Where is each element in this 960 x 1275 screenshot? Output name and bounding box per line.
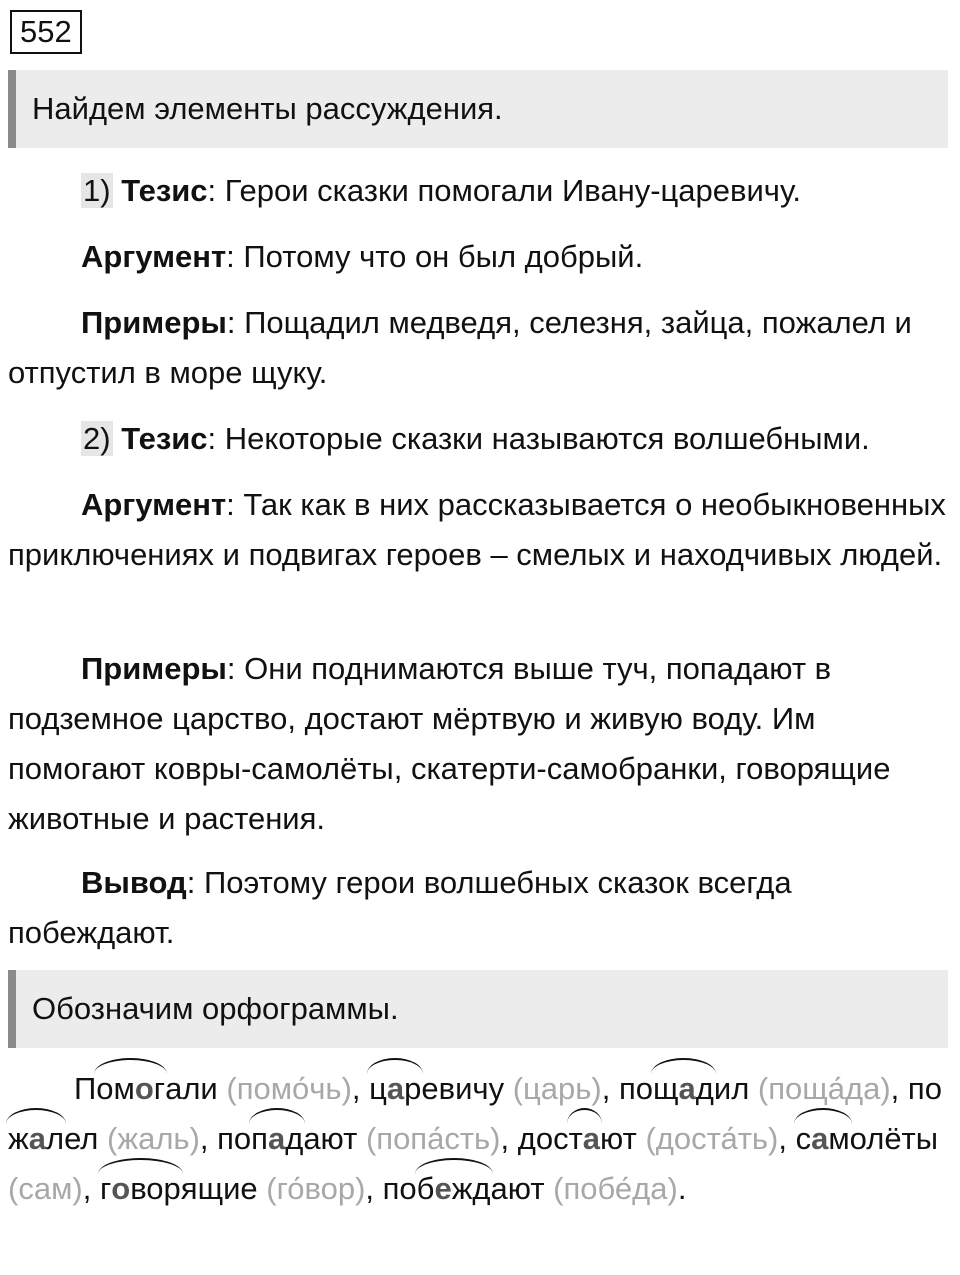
word-pozhalel: пожалел: [8, 1071, 942, 1156]
argument-label: Аргумент: [81, 239, 227, 274]
word-popadayut: попадают: [217, 1121, 357, 1156]
section-heading-reasoning: Найдем элементы рассуждения.: [8, 70, 948, 148]
conclusion-label: Вывод: [81, 865, 187, 900]
word-govoryashchie: говорящие: [100, 1171, 258, 1206]
check-word: (го́вор): [266, 1171, 366, 1206]
word-dostayut: достают: [518, 1121, 637, 1156]
argument-2: [8, 480, 952, 580]
check-word: (поща́да): [757, 1071, 891, 1106]
examples-text: : Пощадил медведя, селезня, зайца, пожалел и отпустил в море щуку.: [8, 305, 912, 390]
check-word: (жаль): [107, 1121, 200, 1156]
word-samolety: самолёты: [796, 1121, 938, 1156]
conclusion: [8, 858, 952, 958]
check-word: (доста́ть): [645, 1121, 779, 1156]
argument-text: : Потому что он был добрый.: [226, 239, 644, 274]
root-arc: омог: [96, 1064, 165, 1114]
root-arc: щад: [653, 1064, 714, 1114]
thesis-2: [8, 414, 952, 464]
word-tsarevichu: царевичу: [369, 1071, 504, 1106]
root-arc: говор: [100, 1164, 181, 1214]
check-word: (сам): [8, 1171, 83, 1206]
argument-text: : Так как в них рассказывается о необыкновенных приключениях и подвигах героев – смелых и находчивых людей.: [8, 487, 946, 572]
orthogram-text: Помогали (помо́чь), царевичу (царь), пощадил (поща́да), пожалел (жаль), попадают (попа́сть), достают (доста́ть), самолёты (сам), говорящие (го́вор), побеждают (побе́да).: [8, 1064, 952, 1214]
thesis-label: Тезис: [121, 173, 208, 208]
root-arc: жал: [8, 1114, 64, 1164]
examples-1: [8, 298, 952, 398]
root-arc: цар: [369, 1064, 421, 1114]
check-word: (помо́чь): [226, 1071, 352, 1106]
item-number-2: 2): [83, 421, 111, 456]
word-poshchadil: пощадил: [619, 1071, 749, 1106]
word-pobezhdayut: побеждают: [383, 1171, 545, 1206]
thesis-1: [8, 166, 952, 216]
word-pomogali: Помогали: [74, 1071, 218, 1106]
task-number: 552: [10, 10, 82, 54]
examples-label: Примеры: [81, 651, 227, 686]
root-arc: бежд: [417, 1164, 491, 1214]
check-word: (попа́сть): [365, 1121, 501, 1156]
check-word: (побе́да): [553, 1171, 678, 1206]
section-heading-orthograms: Обозначим орфограммы.: [8, 970, 948, 1048]
thesis-label: Тезис: [121, 421, 208, 456]
argument-1: [8, 232, 952, 282]
examples-text: : Они поднимаются выше туч, попадают в подземное царство, достают мёртвую и живую воду. Им помогают ковры-самолёты, скатерти-самобранки, говорящие животные и растения.: [8, 651, 891, 836]
root-arc: сам: [796, 1114, 850, 1164]
argument-label: Аргумент: [81, 487, 227, 522]
examples-label: Примеры: [81, 305, 227, 340]
root-arc: та: [569, 1114, 600, 1164]
root-arc: пад: [251, 1114, 303, 1164]
item-number-1: 1): [83, 173, 111, 208]
thesis-text: : Некоторые сказки называются волшебными.: [207, 421, 870, 456]
thesis-text: : Герои сказки помогали Ивану-царевичу.: [207, 173, 801, 208]
examples-2: [8, 644, 952, 844]
conclusion-text: : Поэтому герои волшебных сказок всегда побеждают.: [8, 865, 792, 950]
check-word: (царь): [512, 1071, 602, 1106]
